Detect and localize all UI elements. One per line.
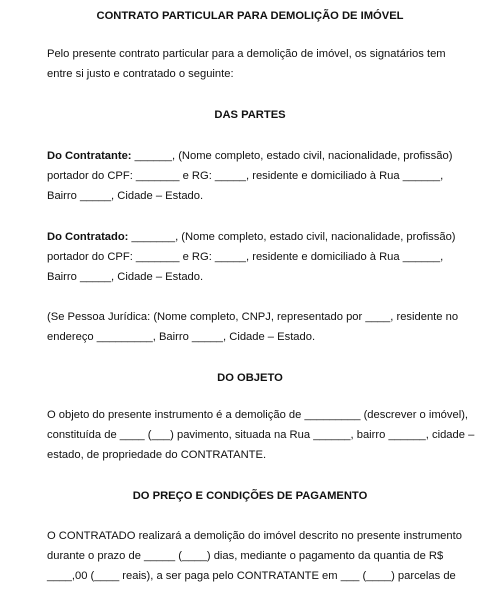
paragraph-line: (Se Pessoa Jurídica: (Nome completo, CNPJ, representado por ____, residente no [47,311,459,323]
paragraph-line: Bairro _____, Cidade – Estado. [47,190,204,202]
paragraph-line: constituída de ____ (___) pavimento, situada na Rua ______, bairro ______, cidade – [47,429,475,441]
objeto-paragraph [47,405,475,465]
section-heading-objeto: DO OBJETO [217,372,283,384]
paragraph-line: estado, de propriedade do CONTRATANTE. [47,449,267,461]
paragraph-line: endereço _________, Bairro _____, Cidade – Estado. [47,331,316,343]
contratado-paragraph [47,227,456,287]
intro-paragraph [47,44,446,84]
contratante-label: Do Contratante: [47,150,132,162]
paragraph-line: O objeto do presente instrumento é a demolição de _________ (descrever o imóvel), [47,409,469,421]
paragraph-line: entre si justo e contratado o seguinte: [47,68,234,80]
contratante-paragraph [47,146,453,206]
paragraph-text: _______, (Nome completo, estado civil, nacionalidade, profissão) [128,231,456,243]
paragraph-line [47,146,453,166]
paragraph-line [47,227,456,247]
paragraph-line: Bairro _____, Cidade – Estado. [47,271,204,283]
contratado-label: Do Contratado: [47,231,129,243]
section-heading-preco: DO PREÇO E CONDIÇÕES DE PAGAMENTO [132,490,368,502]
paragraph-line: portador do CPF: _______ e RG: _____, residente e domiciliado à Rua ______, [47,251,444,263]
paragraph-line: Pelo presente contrato particular para a demolição de imóvel, os signatários tem [47,48,446,60]
pessoa-juridica-paragraph [47,307,459,347]
paragraph-line: portador do CPF: _______ e RG: _____, residente e domiciliado à Rua ______, [47,170,444,182]
document-title: CONTRATO PARTICULAR PARA DEMOLIÇÃO DE IMÓVEL [96,10,404,22]
preco-paragraph [47,526,462,586]
paragraph-line: ____,00 (____ reais), a ser paga pelo CONTRATANTE em ___ (____) parcelas de [47,570,456,582]
paragraph-line: O CONTRATADO realizará a demolição do imóvel descrito no presente instrumento [47,530,462,542]
section-heading-partes: DAS PARTES [214,109,286,121]
paragraph-line: durante o prazo de _____ (____) dias, mediante o pagamento da quantia de R$ [47,550,444,562]
paragraph-text: ______, (Nome completo, estado civil, nacionalidade, profissão) [131,150,453,162]
